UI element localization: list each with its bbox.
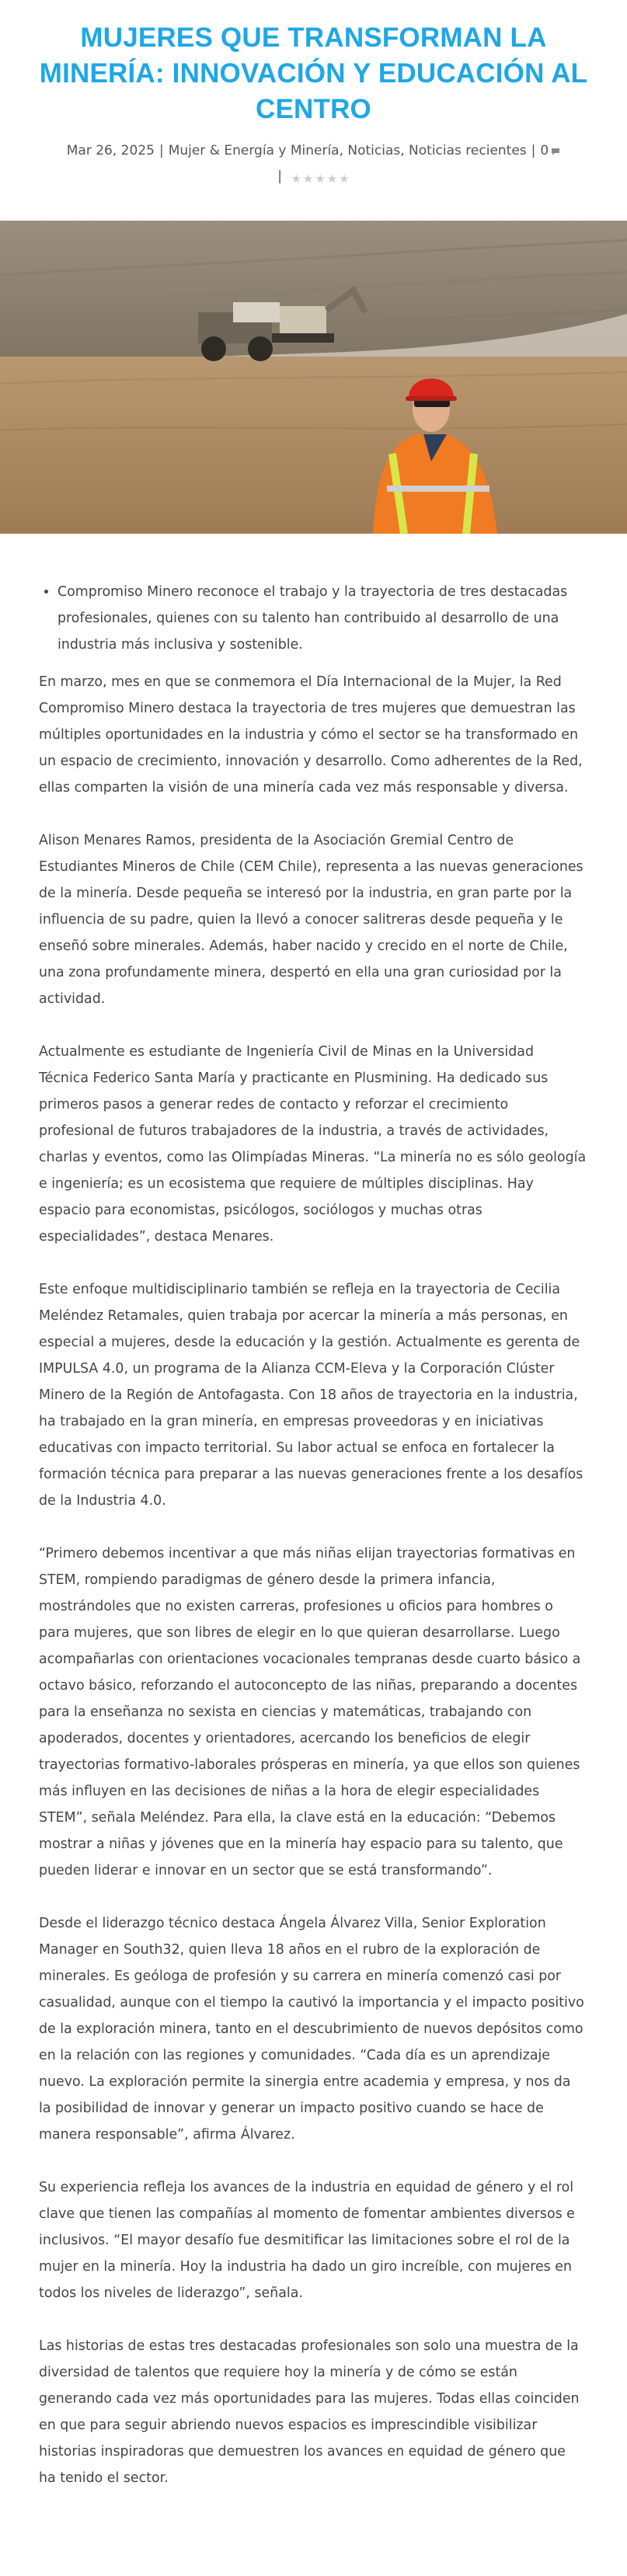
paragraph: Las historias de estas tres destacadas profesionales son solo una muestra de la diversidad de talentos que requiere hoy la minería y de cómo se están generando cada vez más oportunidades para las mujeres. Todas ellas coinciden en que para seguir abriendo nuevos espacios es imprescindible visibilizar historias inspiradoras que demuestren los avances en equidad de género que ha tenido el sector.	[39, 2338, 580, 2486]
paragraph: En marzo, mes en que se conmemora el Día Internacional de la Mujer, la Red Compromiso Minero destaca la trayectoria de tres mujeres que demuestran las múltiples oportunidades en la industria y cómo el sector se ha transformado en un espacio de crecimiento, innovación y desarrollo. Como adherentes de la Red, ellas comparten la visión de una minería cada vez más responsable y diversa.	[39, 674, 583, 795]
comment-count[interactable]: 0	[540, 143, 549, 158]
comment-icon	[551, 148, 560, 155]
star-icon: ★	[339, 172, 350, 186]
star-icon: ★	[315, 172, 326, 186]
summary-bullets	[39, 579, 587, 658]
paragraph: Alison Menares Ramos, presidenta de la Asociación Gremial Centro de Estudiantes Mineros de Chile (CEM Chile), representa a las nuevas generaciones de la minería. Desde pequeña se interesó por la industria, en gran parte por la influencia de su padre, quien la llevó a conocer salitreras desde pequeña y le enseñó sobre minerales. Además, haber nacido y crecido en el norte de Chile, una zona profundamente minera, despertó en ella una gran curiosidad por la actividad.	[39, 833, 583, 1007]
meta-divider: |	[531, 143, 536, 158]
hero-image	[0, 221, 627, 534]
post-title: MUJERES QUE TRANSFORMAN LA MINERÍA: INNOVACIÓN Y EDUCACIÓN AL CENTRO	[39, 23, 588, 124]
star-icon: ★	[291, 172, 301, 186]
article-content	[0, 579, 627, 2491]
paragraph: Su experiencia refleja los avances de la industria en equidad de género y el rol clave que tienen las compañías al momento de fomentar ambientes diversos e inclusivos. “El mayor desafío fue desmitificar las limitaciones sobre el rol de la mujer en la minería. Hoy la industria ha dado un giro increíble, con mujeres en todos los niveles de liderazgo”, señala.	[39, 2180, 575, 2301]
paragraph: “Primero debemos incentivar a que más niñas elijan trayectorias formativas en STEM, rompiendo paradigmas de género desde la primera infancia, mostrándoles que no existen carreras, profesiones u oficios para hombres o para mujeres, que son libres de elegir en lo que quieran desarrollarse. Luego acompañarlas con orientaciones vocacionales tempranas desde cuarto básico a octavo básico, reforzando el autoconcepto de las niñas, preparando a docentes para la enseñanza no sexista en ciencias y matemáticas, trabajando con apoderados, docentes y orientadores, acercando los beneficios de elegir trayectorias formativo-laborales prósperas en minería, ya que ellos son quienes más influyen en las decisiones de niñas a la hora de elegir especialidades STEM”, señala Meléndez. Para ella, la clave está en la educación: “Debemos mostrar a niñas y jóvenes que en la minería hay espacio para su talento, que pueden liderar e innovar en un sector que se está transformando”.	[39, 1546, 581, 1878]
paragraph: Desde el liderazgo técnico destaca Ángela Álvarez Villa, Senior Exploration Manager en South32, quien lleva 18 años en el rubro de la exploración de minerales. Es geóloga de profesión y su carrera en minería comenzó casi por casualidad, aunque con el tiempo la cautivó la importancia y el impacto positivo de la exploración minera, tanto en el descubrimiento de nuevos depósitos como en la relación con las regiones y comunidades. “Cada día es un aprendizaje nuevo. La exploración permite la sinergia entre academia y empresa, y nos da la posibilidad de innovar y generar un impacto positivo cuando se hace de manera responsable”, afirma Álvarez.	[39, 1916, 584, 2143]
star-rating	[291, 173, 349, 185]
meta-divider: |	[158, 143, 164, 158]
star-icon: ★	[302, 172, 314, 186]
post-categories[interactable]: Mujer & Energía y Minería, Noticias, Noticias recientes	[168, 143, 527, 158]
paragraph: Este enfoque multidisciplinario también se refleja en la trayectoria de Cecilia Meléndez Retamales, quien trabaja por acercar la minería a más personas, en especial a mujeres, desde la educación y la gestión. Actualmente es gerenta de IMPULSA 4.0, un programa de la Alianza CCM-Eleva y la Corporación Clúster Minero de la Región de Antofagasta. Con 18 años de trayectoria en la industria, ha trabajado en la gran minería, en empresas proveedoras y en iniciativas educativas con impacto territorial. Su labor actual se enfoca en fortalecer la formación técnica para preparar a las nuevas generaciones frente a los desafíos de la Industria 4.0.	[39, 1282, 583, 1509]
star-icon: ★	[326, 172, 338, 186]
post-header	[0, 0, 627, 190]
meta-divider: |	[277, 169, 283, 184]
post-meta	[31, 138, 596, 190]
paragraph: Actualmente es estudiante de Ingeniería Civil de Minas en la Universidad Técnica Federico Santa María y practicante en Plusmining. Ha dedicado sus primeros pasos a generar redes de contacto y reforzar el crecimiento profesional de futuros trabajadores de la industria, a través de actividades, charlas y eventos, como las Olimpíadas Mineras. “La minería no es sólo geología e ingeniería; es un ecosistema que requiere de múltiples disciplinas. Hay espacio para economistas, psicólogos, sociólogos y muchas otras especialidades”, destaca Menares.	[39, 1044, 587, 1244]
list-item: • Compromiso Minero reconoce el trabajo y la trayectoria de tres destacadas profesionales, quienes con su talento han contribuido al desarrollo de una industria más inclusiva y sostenible.	[57, 579, 587, 658]
post-date: Mar 26, 2025	[66, 143, 155, 158]
